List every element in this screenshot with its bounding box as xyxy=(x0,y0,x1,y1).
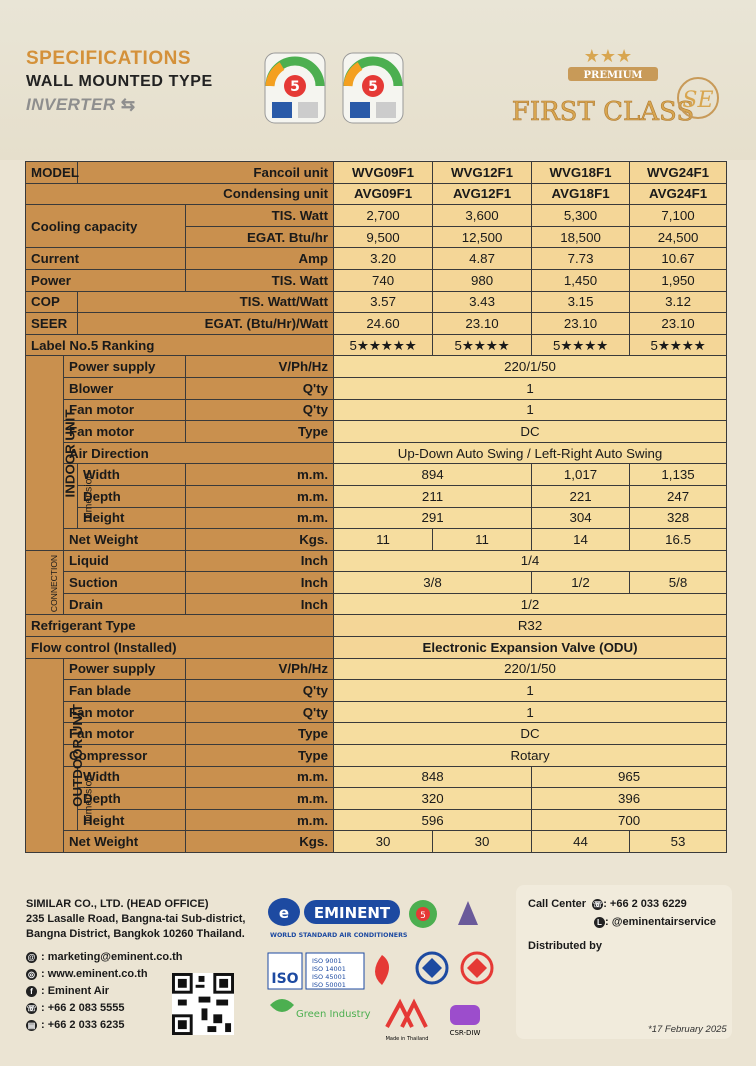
facebook-icon: f xyxy=(26,986,37,997)
line-icon: L xyxy=(594,917,605,928)
table-row: Condensing unit AVG09F1 AVG12F1 AVG18F1 AVG24F1 xyxy=(26,183,727,205)
energy-label-5-icon xyxy=(342,52,404,124)
email-icon: @ xyxy=(27,953,36,962)
table-row: Compressor Type Rotary xyxy=(26,745,727,767)
table-row: Net Weight Kgs. 11 11 14 16.5 xyxy=(26,529,727,551)
table-row: COP TIS. Watt/Watt 3.57 3.43 3.15 3.12 xyxy=(26,291,727,313)
page-title: SPECIFICATIONS xyxy=(26,48,191,69)
first-class-badge-logo xyxy=(511,42,726,134)
iso-logo xyxy=(268,953,364,989)
publish-date: *17 February 2025 xyxy=(648,1024,727,1035)
indoor-unit-label: INDOOR UNIT xyxy=(26,356,64,550)
table-row: OUTDOOR UNIT Power supply V/Ph/Hz 220/1/50 xyxy=(26,658,727,680)
table-row: CONNECTION Liquid Inch 1/4 xyxy=(26,550,727,572)
table-row: Depth m.m. 320 396 xyxy=(26,788,727,810)
svg-text:Made in Thailand: Made in Thailand xyxy=(385,1036,429,1042)
connection-label: CONNECTION xyxy=(26,550,64,615)
dimension-label: Dimension xyxy=(64,766,78,831)
table-row: Net Weight Kgs. 30 30 44 53 xyxy=(26,831,727,853)
company-address: SIMILAR CO., LTD. (HEAD OFFICE) 235 Lasalle Road, Bangna-tai Sub-district, Bangna District, Bangkok 10260 Thailand. xyxy=(26,898,246,940)
certification-logos xyxy=(262,895,502,1045)
table-row: Refrigerant Type R32 xyxy=(26,615,727,637)
svg-text:PREMIUM: PREMIUM xyxy=(583,70,643,81)
svg-text:ISO 14001: ISO 14001 xyxy=(312,965,346,973)
table-row: Height m.m. 291 304 328 xyxy=(26,507,727,529)
table-row: Fan blade Q'ty 1 xyxy=(26,680,727,702)
table-row: Drain Inch 1/2 xyxy=(26,593,727,615)
table-row: Label No.5 Ranking 5★★★★★ 5★★★★ 5★★★★ 5★★★★ xyxy=(26,334,727,356)
facebook-contact[interactable]: f : Eminent Air xyxy=(26,983,183,1000)
spec-table xyxy=(25,161,727,853)
svg-text:ISO: ISO xyxy=(271,971,299,987)
svg-text:CSR-DIW: CSR-DIW xyxy=(449,1029,481,1037)
page-subtitle: WALL MOUNTED TYPE xyxy=(26,73,213,90)
svg-text:ISO 9001: ISO 9001 xyxy=(312,957,342,965)
outdoor-unit-label: OUTDOOR UNIT xyxy=(26,658,64,852)
fax-icon: ▤ xyxy=(27,1021,36,1030)
table-row: Blower Q'ty 1 xyxy=(26,377,727,399)
table-row: Fan motor Q'ty 1 xyxy=(26,701,727,723)
table-row: Flow control (Installed) Electronic Expansion Valve (ODU) xyxy=(26,637,727,659)
svg-text:ISO 45001: ISO 45001 xyxy=(312,973,346,981)
contact-list xyxy=(26,949,183,1034)
svg-text:WORLD STANDARD AIR CONDITIONER: WORLD STANDARD AIR CONDITIONERS xyxy=(270,932,408,939)
inverter-label: INVERTER ⇆ xyxy=(26,95,136,114)
svg-text:ISO 50001: ISO 50001 xyxy=(312,981,346,989)
table-row: MODEL Fancoil unit WVG09F1 WVG12F1 WVG18F1 WVG24F1 xyxy=(26,162,727,184)
table-row: EGAT. Btu/hr 9,500 12,500 18,500 24,500 xyxy=(26,226,727,248)
phone-icon: ☏ xyxy=(592,900,603,909)
fax-contact: ▤ : +66 2 033 6235 xyxy=(27,1019,125,1031)
table-row: Dimension Width m.m. 894 1,017 1,135 xyxy=(26,464,727,486)
svg-text:e: e xyxy=(278,904,290,922)
table-row: Current Amp 3.20 4.87 7.73 10.67 xyxy=(26,248,727,270)
svg-text:★★★: ★★★ xyxy=(583,46,633,67)
table-row: Fan motor Type DC xyxy=(26,421,727,443)
table-row: Depth m.m. 211 221 247 xyxy=(26,485,727,507)
email-contact[interactable]: @ : marketing@eminent.co.th xyxy=(27,951,183,963)
phone-contact[interactable]: ☏ : +66 2 083 5555 xyxy=(26,1002,125,1014)
table-row: INDOOR UNIT Power supply V/Ph/Hz 220/1/50 xyxy=(26,356,727,378)
svg-text:FIRST CLASS: FIRST CLASS xyxy=(511,97,695,127)
green-industry-logo xyxy=(270,999,371,1020)
table-row: Suction Inch 3/8 1/2 5/8 xyxy=(26,572,727,594)
dimension-label: Dimension xyxy=(64,464,78,529)
distributed-by-label: Distributed by xyxy=(528,940,602,952)
eminent-logo xyxy=(268,898,408,939)
globe-icon: ◎ xyxy=(26,969,37,980)
table-row: SEER EGAT. (Btu/Hr)/Watt 24.60 23.10 23.10 23.10 xyxy=(26,313,727,335)
svg-text:5: 5 xyxy=(290,79,300,95)
table-row: Height m.m. 596 700 xyxy=(26,809,727,831)
qr-code-icon[interactable] xyxy=(172,973,234,1035)
web-contact[interactable]: ◎ : www.eminent.co.th xyxy=(28,968,148,980)
table-row: Fan motor Type DC xyxy=(26,723,727,745)
svg-text:5: 5 xyxy=(420,911,426,921)
table-row: Power TIS. Watt 740 980 1,450 1,950 xyxy=(26,269,727,291)
svg-text:EMINENT: EMINENT xyxy=(313,904,391,922)
table-row: Air Direction Up-Down Auto Swing / Left-Right Auto Swing xyxy=(26,442,727,464)
svg-text:5: 5 xyxy=(368,79,378,95)
inverter-arrow-icon: ⇆ xyxy=(120,95,136,114)
energy-label-5-icon xyxy=(264,52,326,124)
phone-icon: ☏ xyxy=(26,1004,37,1013)
call-center: Call Center ☏: +66 2 033 6229 L : @eminentairservice xyxy=(528,898,716,928)
table-row: Fan motor Q'ty 1 xyxy=(26,399,727,421)
table-row: Cooling capacity TIS. Watt 2,700 3,600 5,300 7,100 xyxy=(26,205,727,227)
svg-text:SE: SE xyxy=(682,88,714,113)
svg-text:Green Industry: Green Industry xyxy=(296,1009,371,1020)
table-row: Dimension Width m.m. 848 965 xyxy=(26,766,727,788)
